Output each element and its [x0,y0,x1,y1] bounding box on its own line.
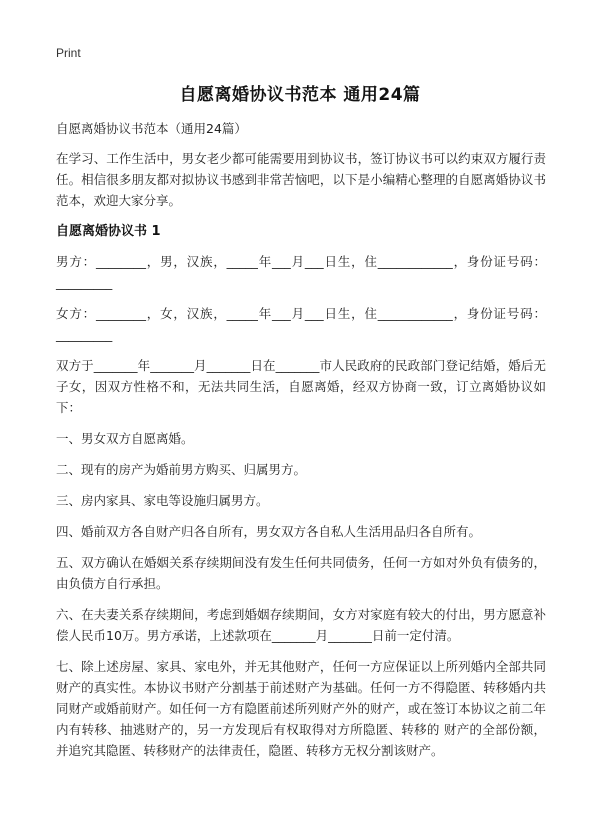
clause-6: 六、在夫妻关系存续期间，考虑到婚姻存续期间，女方对家庭有较大的付出，男方愿意补偿人民币10万。男方承诺，上述款项在_______月_______日前一定付清。 [56,607,546,643]
clause-2: 二、现有的房产为婚前男方购买、归属男方。 [56,462,307,477]
document-body [56,118,546,771]
section-heading: 自愿离婚协议书 1 [56,224,161,239]
print-link[interactable]: Print [56,46,81,60]
paragraph-marriage-registration: 双方于_______年_______月_______日在_______市人民政府的民政部门登记结婚，婚后无子女，因双方性格不和，无法共同生活，自愿离婚，经双方协商一致，订立离婚协议如下： [56,358,546,415]
paragraph-wife-info: 女方：________，女，汉族，_____年___月___日生，住____________，身份证号码：_________ [56,306,546,342]
clause-4: 四、婚前双方各自财产归各自所有，男女双方各自私人生活用品归各自所有。 [56,524,482,539]
clause-5: 五、双方确认在婚姻关系存续期间没有发生任何共同债务，任何一方如对外负有债务的，由负债方自行承担。 [56,555,546,591]
paragraph-husband-info: 男方：________，男，汉族，_____年___月___日生，住____________，身份证号码：_________ [56,254,546,290]
clause-1: 一、男女双方自愿离婚。 [56,431,194,446]
intro-paragraph: 在学习、工作生活中，男女老少都可能需要用到协议书，签订协议书可以约束双方履行责任。相信很多朋友都对拟协议书感到非常苦恼吧，以下是小编精心整理的自愿离婚协议书范本，欢迎大家分享。 [56,151,546,208]
document-subtitle: 自愿离婚协议书范本（通用24篇） [56,121,247,136]
page-title: 自愿离婚协议书范本 通用24篇 [179,85,421,105]
clause-7: 七、除上述房屋、家具、家电外，并无其他财产，任何一方应保证以上所列婚内全部共同财产的真实性。本协议书财产分割基于前述财产为基础。任何一方不得隐匿、转移婚内共同财产或婚前财产。如任何一方有隐匿前述所列财产外的财产，或在签订本协议之前二年内有转移、抽逃财产的，另一方发现后有权取得对方所隐匿、转移的 财产的全部份额，并追究其隐匿、转移财产的法律责任，隐匿、转移方无权分割该财产。 [56,659,546,758]
clause-3: 三、房内家具、家电等设施归属男方。 [56,493,269,508]
